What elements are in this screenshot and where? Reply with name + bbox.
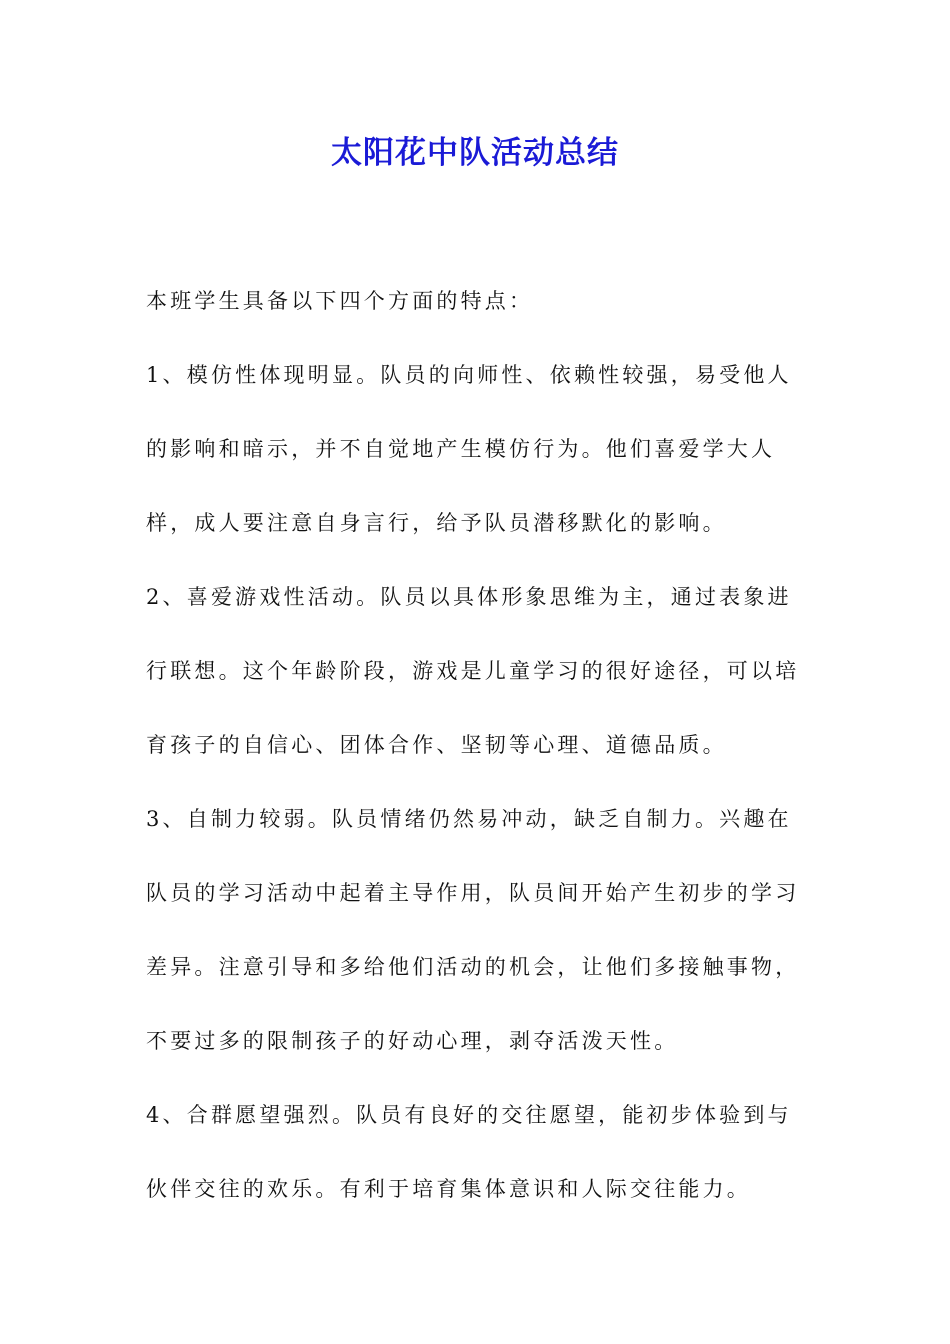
paragraph-point-3: 3、自制力较弱。队员情绪仍然易冲动，缺乏自制力。兴趣在队员的学习活动中起着主导作用，队员间开始产生初步的学习差异。注意引导和多给他们活动的机会，让他们多接触事物，不要过多的限制孩子的好动心理，剥夺活泼天性。 <box>146 807 800 1053</box>
document-body <box>146 264 811 1226</box>
document-title: 太阳花中队活动总结 <box>331 135 619 171</box>
paragraph-point-4: 4、合群愿望强烈。队员有良好的交往愿望，能初步体验到与伙伴交往的欢乐。有利于培育集体意识和人际交往能力。 <box>146 1103 792 1201</box>
paragraph-point-1: 1、模仿性体现明显。队员的向师性、依赖性较强，易受他人的影响和暗示，并不自觉地产生模仿行为。他们喜爱学大人样，成人要注意自身言行，给予队员潜移默化的影响。 <box>146 363 792 535</box>
paragraph-point-2: 2、喜爱游戏性活动。队员以具体形象思维为主，通过表象进行联想。这个年龄阶段，游戏是儿童学习的很好途径，可以培育孩子的自信心、团体合作、坚韧等心理、道德品质。 <box>146 585 800 757</box>
paragraph-intro: 本班学生具备以下四个方面的特点： <box>146 289 534 313</box>
